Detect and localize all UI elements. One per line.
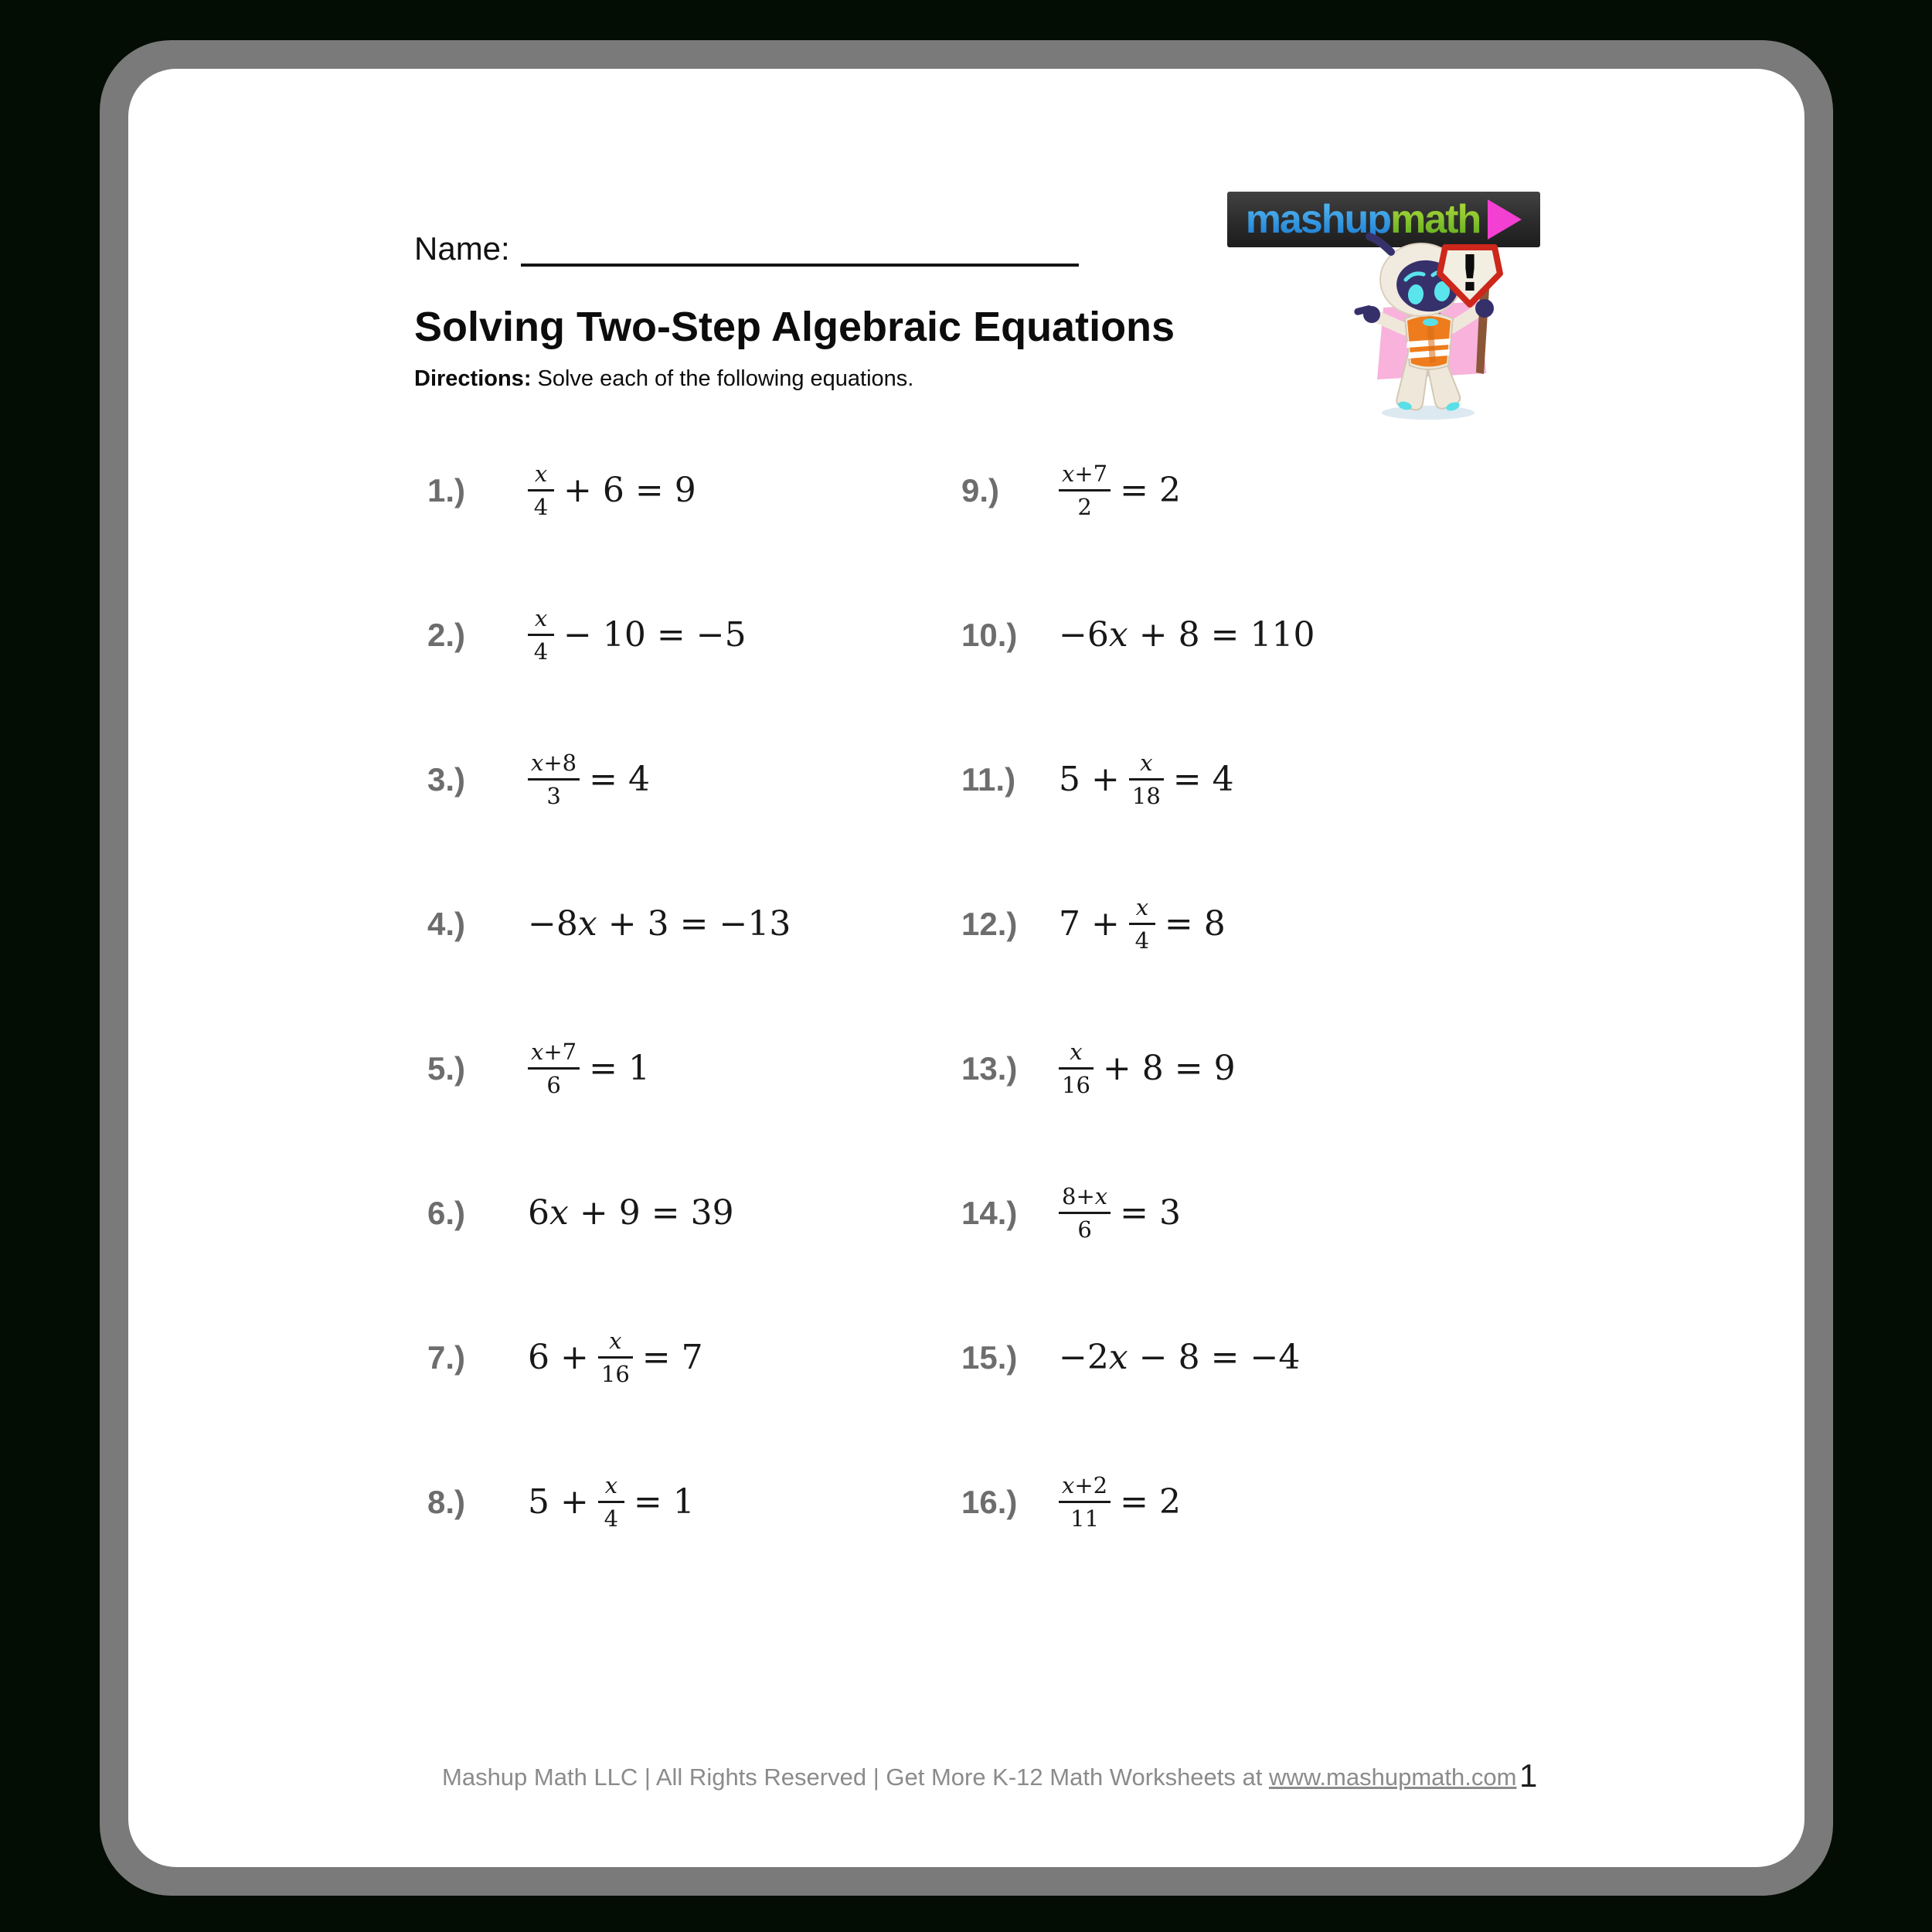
equation	[1059, 1040, 1236, 1097]
problem-number: 4.)	[427, 905, 466, 942]
mascot-sign-exclamation: !	[1458, 246, 1481, 303]
fraction	[1129, 893, 1155, 954]
problem-number: 3.)	[427, 760, 466, 798]
equation-text: −6x + 8 = 110	[1059, 615, 1315, 655]
equation-text: 6 +	[528, 1338, 589, 1377]
worksheet-page	[128, 69, 1804, 1867]
problem-row	[427, 1141, 791, 1285]
fraction-denominator: 11	[1070, 1505, 1100, 1532]
name-label: Name:	[414, 230, 510, 267]
fraction-numerator: x	[609, 1327, 622, 1354]
footer-url-link[interactable]: www.mashupmath.com	[1268, 1764, 1517, 1791]
problem-row	[427, 852, 791, 996]
problems-left-column	[427, 418, 791, 1574]
fraction-numerator: x+7	[1062, 460, 1108, 487]
fraction	[598, 1329, 633, 1386]
problem-row	[427, 563, 791, 707]
problem-row	[427, 996, 791, 1141]
equation-text: + 6 = 9	[563, 471, 696, 510]
page-frame	[100, 40, 1833, 1896]
problem-row	[427, 707, 791, 852]
problem-row	[427, 1430, 791, 1574]
problem-row	[961, 563, 1315, 707]
fraction	[528, 1040, 580, 1097]
equation	[528, 751, 650, 808]
equation-text: + 8 = 9	[1102, 1049, 1236, 1088]
equation	[528, 1471, 695, 1532]
equation-text: = 2	[1120, 471, 1181, 510]
equation	[528, 1193, 734, 1233]
directions-label: Directions:	[414, 366, 532, 391]
problem-number: 16.)	[961, 1483, 1018, 1520]
logo-text-mashup: mashup	[1245, 197, 1391, 242]
equation-text: = 8	[1164, 904, 1226, 944]
equation	[1059, 751, 1234, 808]
fraction	[1059, 1182, 1111, 1243]
directions-text: Solve each of the following equations.	[537, 366, 914, 391]
problem-number: 11.)	[961, 760, 1016, 798]
problem-number: 8.)	[427, 1483, 466, 1520]
equation-text: 6x + 9 = 39	[528, 1193, 734, 1233]
fraction	[528, 462, 554, 519]
problems-right-column	[961, 418, 1315, 1574]
fraction-denominator: 4	[533, 638, 549, 665]
equation	[528, 604, 747, 665]
fraction	[528, 604, 554, 665]
fraction-numerator: x+2	[1062, 1471, 1108, 1498]
fraction-numerator: x	[534, 604, 548, 631]
fraction-numerator: 8+x	[1062, 1182, 1108, 1209]
equation-text: = 2	[1120, 1482, 1181, 1522]
mascot-antenna	[1369, 236, 1391, 252]
problem-number: 14.)	[961, 1194, 1018, 1231]
problem-row	[961, 1141, 1315, 1285]
equation-text: = 1	[589, 1049, 650, 1088]
fraction-numerator: x	[534, 460, 548, 487]
equation	[528, 904, 791, 944]
fraction-numerator: x	[604, 1471, 618, 1498]
name-blank-line	[521, 230, 1079, 267]
problem-row	[961, 707, 1315, 852]
equation	[1059, 462, 1181, 519]
name-row	[414, 230, 1079, 267]
fraction-denominator: 6	[1077, 1216, 1092, 1243]
fraction-denominator: 4	[604, 1505, 619, 1532]
fraction	[1059, 1471, 1111, 1532]
directions	[414, 366, 913, 392]
worksheet-title: Solving Two-Step Algebraic Equations	[414, 304, 1175, 350]
fraction-denominator: 6	[546, 1072, 561, 1098]
problem-number: 15.)	[961, 1338, 1018, 1376]
equation-text: 5 +	[528, 1482, 589, 1522]
problem-number: 2.)	[427, 616, 466, 653]
page-number: 1	[1519, 1757, 1538, 1794]
fraction-denominator: 16	[1062, 1072, 1090, 1098]
equation-text: = 4	[589, 760, 650, 799]
equation-text: = 4	[1172, 760, 1234, 799]
problem-row	[961, 852, 1315, 996]
fraction-denominator: 4	[1134, 927, 1150, 954]
mascot-chest-light	[1423, 318, 1438, 326]
equation	[1059, 893, 1226, 954]
problem-number: 9.)	[961, 471, 1000, 509]
problem-number: 10.)	[961, 616, 1018, 653]
equation-text: = 1	[633, 1482, 695, 1522]
equation-text: 5 +	[1059, 760, 1120, 799]
footer-text: Mashup Math LLC | All Rights Reserved | Get More K-12 Math Worksheets at	[442, 1764, 1269, 1791]
fraction	[1129, 751, 1164, 808]
equation-text: −8x + 3 = −13	[528, 904, 791, 944]
fraction-numerator: x	[1140, 749, 1153, 776]
fraction-numerator: x	[1135, 893, 1149, 920]
logo-text-math: math	[1390, 197, 1481, 242]
equation-text: = 7	[641, 1338, 703, 1377]
fraction-denominator: 3	[546, 783, 561, 809]
fraction	[1059, 1040, 1094, 1097]
equation-text: − 10 = −5	[563, 615, 747, 655]
equation	[528, 1040, 650, 1097]
mascot-shadow	[1382, 406, 1475, 420]
problem-row	[427, 1285, 791, 1430]
fraction	[1059, 462, 1111, 519]
fraction-numerator: x+8	[531, 749, 577, 776]
equation-text: 7 +	[1059, 904, 1120, 944]
problem-number: 5.)	[427, 1049, 466, 1087]
problem-number: 6.)	[427, 1194, 466, 1231]
robot-mascot-illustration	[1329, 232, 1538, 440]
problem-row	[961, 996, 1315, 1141]
equation	[528, 1329, 703, 1386]
equation	[1059, 1471, 1181, 1532]
fraction-denominator: 4	[533, 494, 549, 520]
problem-row	[961, 418, 1315, 563]
fraction	[598, 1471, 624, 1532]
fraction-denominator: 16	[600, 1361, 630, 1387]
fraction	[528, 751, 580, 808]
problem-number: 12.)	[961, 905, 1018, 942]
equation	[1059, 1338, 1300, 1377]
footer	[442, 1764, 1517, 1791]
fraction-denominator: 18	[1131, 783, 1161, 809]
problem-row	[961, 1285, 1315, 1430]
equation	[1059, 615, 1315, 655]
equation	[528, 462, 696, 519]
equation-text: −2x − 8 = −4	[1059, 1338, 1301, 1377]
fraction-numerator: x+7	[531, 1038, 577, 1065]
fraction-numerator: x	[1070, 1038, 1083, 1065]
problem-number: 13.)	[961, 1049, 1018, 1087]
problem-row	[961, 1430, 1315, 1574]
problem-number: 7.)	[427, 1338, 466, 1376]
equation-text: = 3	[1120, 1193, 1181, 1233]
problem-number: 1.)	[427, 471, 466, 509]
fraction-denominator: 2	[1077, 494, 1092, 520]
equation	[1059, 1182, 1181, 1243]
problem-row	[427, 418, 791, 563]
